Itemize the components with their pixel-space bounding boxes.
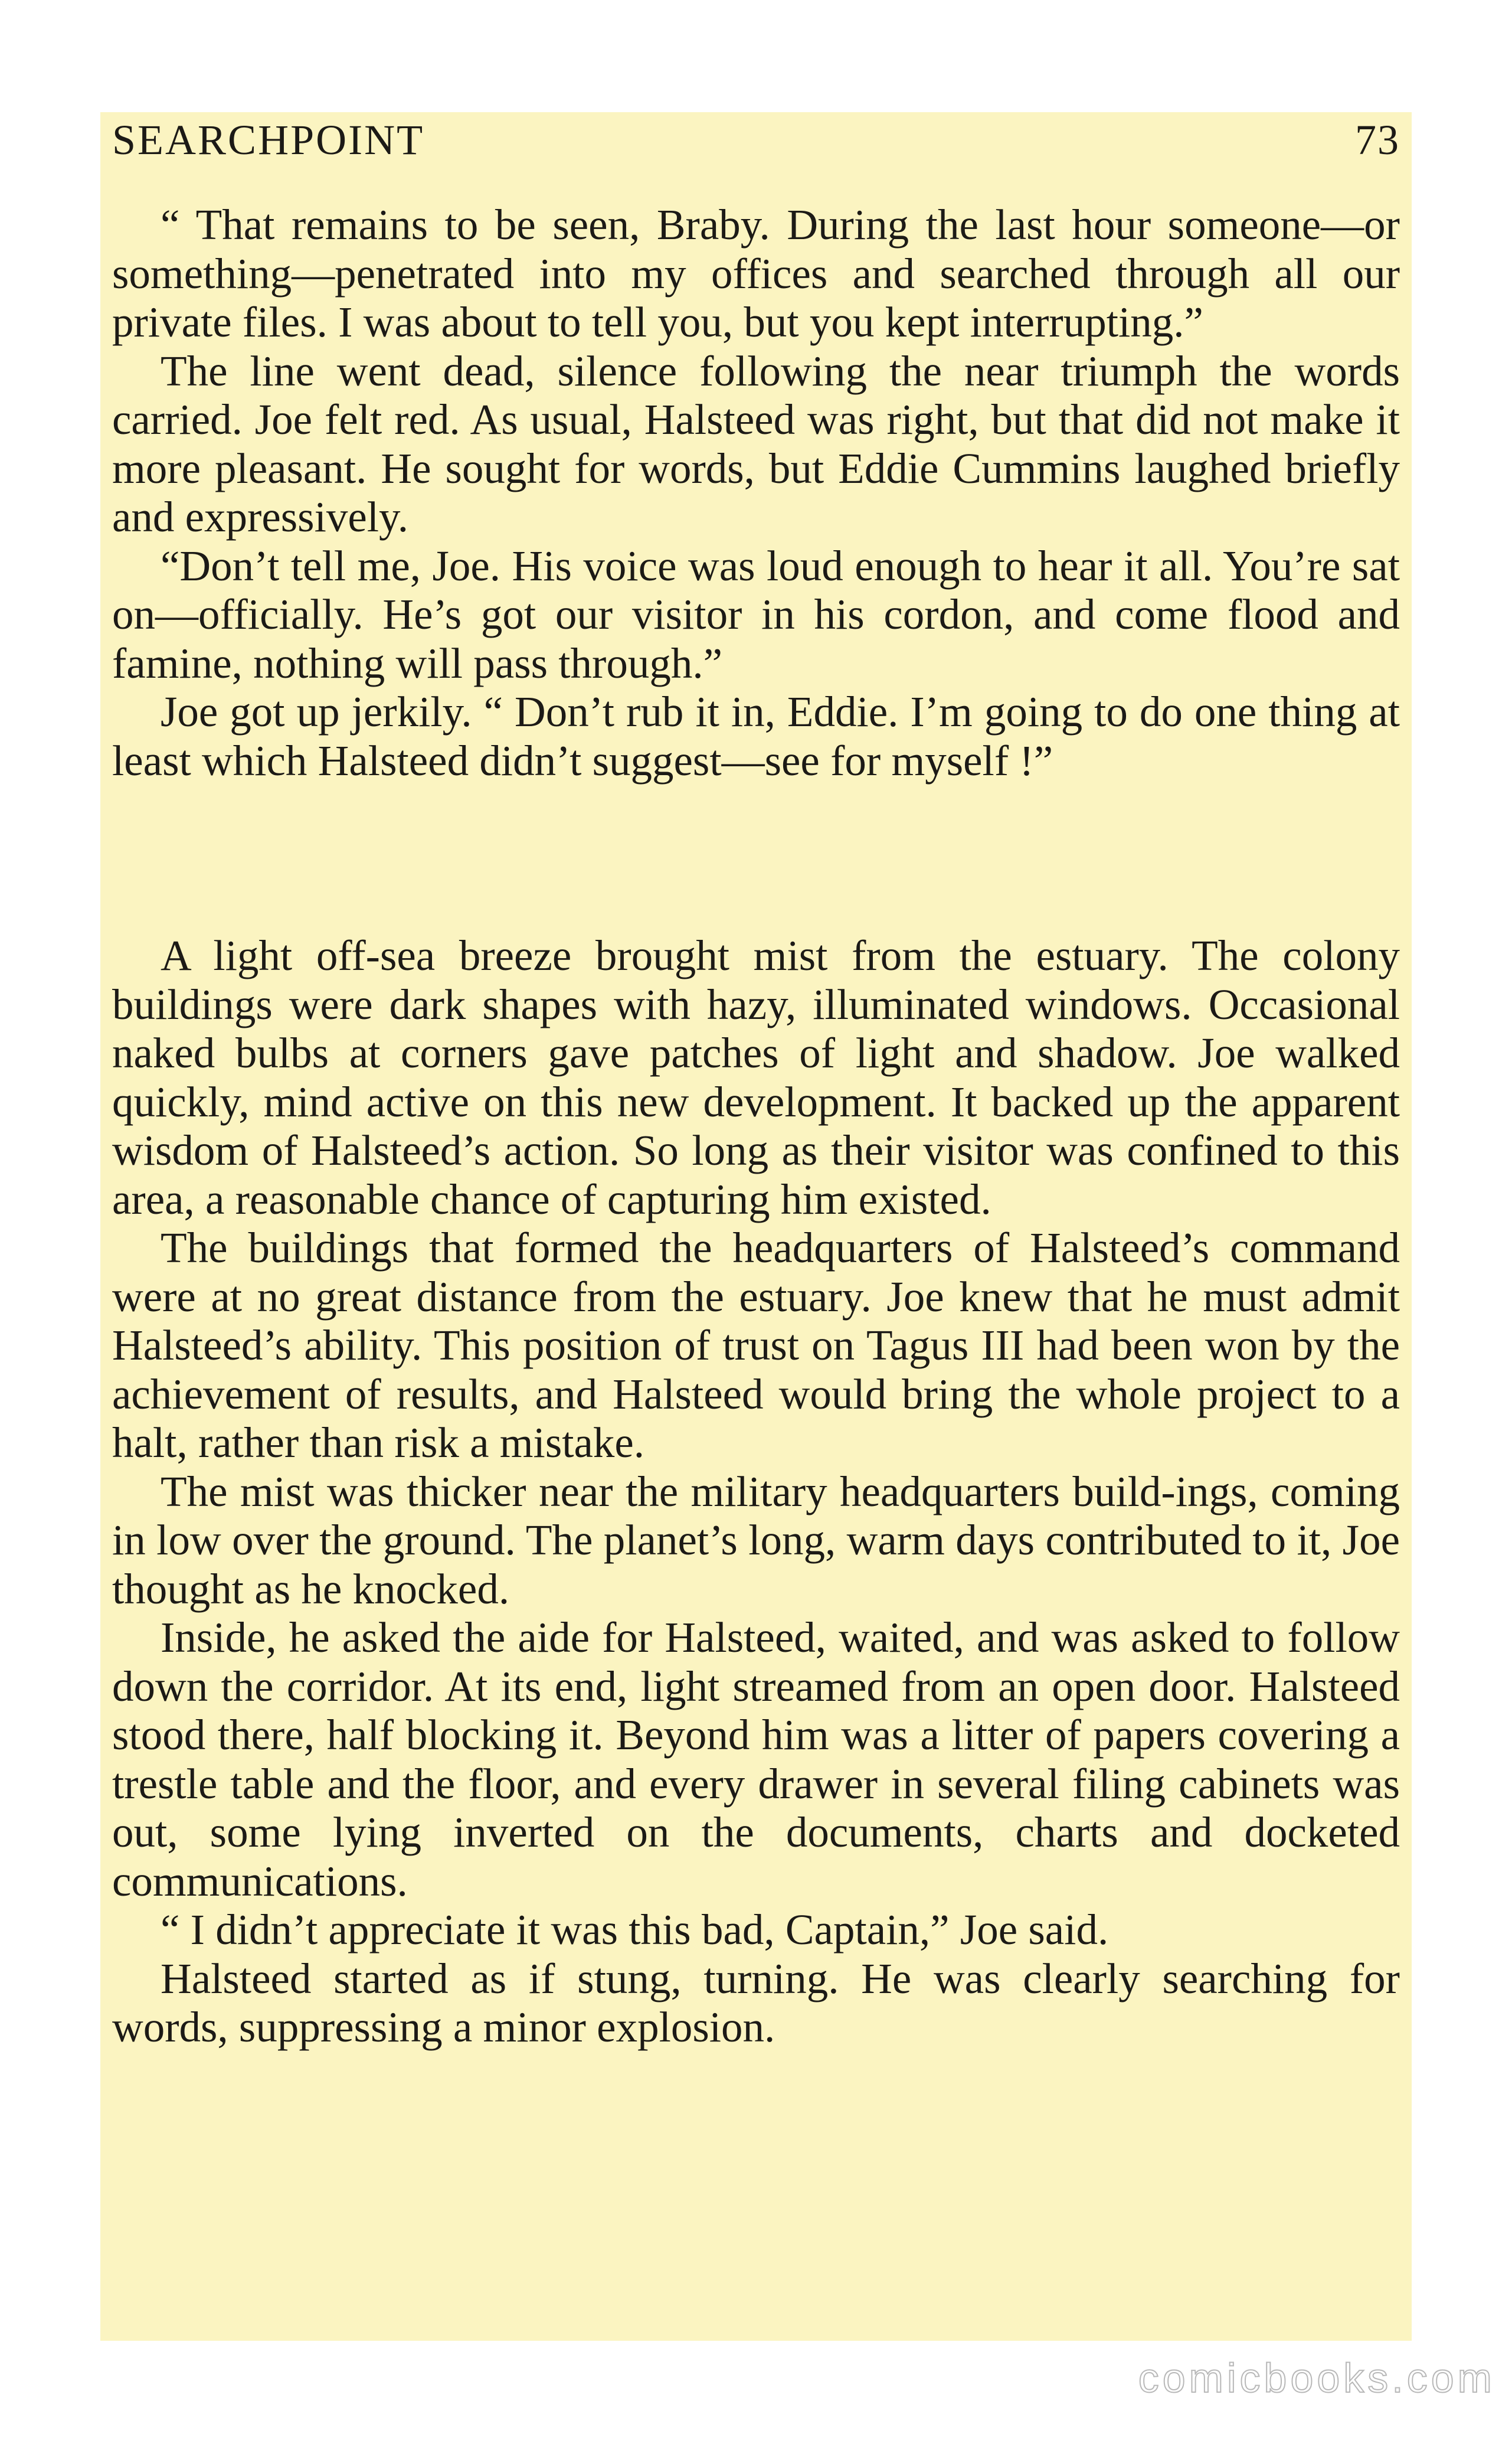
running-head: [112, 112, 1400, 175]
paragraph: “Don’t tell me, Joe. His voice was loud enough to hear it all. You’re sat on—officially. He’s got our visitor in his cordon, and come flood and famine, nothing will pass through.”: [112, 541, 1400, 687]
page-number: 73: [1355, 116, 1400, 164]
paragraph: “ That remains to be seen, Braby. During the last hour someone—or something—penetrated into my offices and searched through all our private files. I was about to tell you, but you kept interrupting.”: [112, 201, 1400, 346]
running-head-title: SEARCHPOINT: [112, 116, 425, 164]
paragraph: A light off-sea breeze brought mist from the estuary. The colony buildings were dark shapes with hazy, illuminated windows. Occasional naked bulbs at corners gave patches of light and shadow. Joe walked quickly, mind active on this new development. It backed up the apparent wisdom of Halsteed’s action. So long as their visitor was confined to this area, a reasonable chance of capturing him existed.: [112, 932, 1400, 1223]
paragraph: The mist was thicker near the military headquarters build-ings, coming in low over the ground. The planet’s long, warm days contributed to it, Joe thought as he knocked.: [112, 1467, 1400, 1613]
body-text: [112, 201, 1400, 2052]
paragraph: “ I didn’t appreciate it was this bad, Captain,” Joe said.: [161, 1906, 1109, 1953]
site-watermark: comicbooks.com: [1138, 2355, 1495, 2401]
paragraph: Joe got up jerkily. “ Don’t rub it in, Eddie. I’m going to do one thing at least which Halsteed didn’t suggest—see for myself !”: [112, 688, 1400, 785]
paragraph: Halsteed started as if stung, turning. He was clearly searching for words, suppressing a minor explosion.: [112, 1954, 1400, 2051]
paragraph: Inside, he asked the aide for Halsteed, waited, and was asked to follow down the corridor. At its end, light streamed from an open door. Halsteed stood there, half blocking it. Beyond him was a litter of papers covering a trestle table and the floor, and every drawer in several filing cabinets was out, some lying inverted on the documents, charts and docketed communications.: [112, 1613, 1400, 1905]
book-page: [100, 112, 1412, 2341]
section-break: [112, 785, 1400, 932]
paragraph: The line went dead, silence following the near triumph the words carried. Joe felt red. As usual, Halsteed was right, but that did not make it more pleasant. He sought for words, but Eddie Cummins laughed briefly and expressively.: [112, 347, 1400, 541]
paragraph: The buildings that formed the headquarters of Halsteed’s command were at no great distance from the estuary. Joe knew that he must admit Halsteed’s ability. This position of trust on Tagus III had been won by the achievement of results, and Halsteed would bring the whole project to a halt, rather than risk a mistake.: [112, 1224, 1400, 1466]
